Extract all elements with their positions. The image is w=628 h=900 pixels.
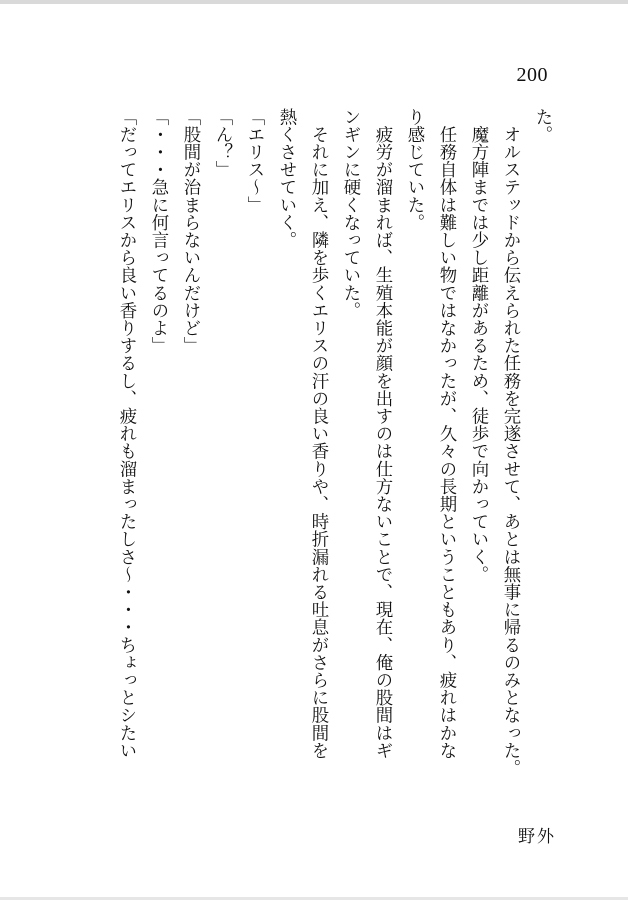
text-line: 疲労が溜まれば、生殖本能が顔を出すのは仕方ないことで、現在、俺の股間はギ — [372, 108, 392, 760]
text-line: ンギンに硬くなっていた。 — [340, 108, 360, 320]
text-line: 任務自体は難しい物ではなかったが、久々の長期ということもあり、疲れはかな — [436, 108, 456, 760]
page-number: 200 — [516, 64, 548, 86]
text-line: た。 — [532, 108, 552, 144]
dialogue-line: 「・・・急に何言ってるのよ」 — [148, 108, 168, 355]
dialogue-line: 「エリス～」 — [244, 108, 264, 214]
dialogue-line: 「股間が治まらないんだけど」 — [180, 108, 200, 355]
text-line: り感じていた。 — [404, 108, 424, 232]
text-line: オルステッドから伝えられた任務を完遂させて、あとは無事に帰るのみとなった。 — [500, 108, 520, 777]
vertical-body-text — [110, 108, 558, 820]
text-line: 熱くさせていく。 — [276, 108, 296, 249]
dialogue-line: 「ん？」 — [212, 108, 232, 179]
text-line: それに加え、隣を歩くエリスの汗の良い香りや、時折漏れる吐息がさらに股間を — [308, 108, 328, 760]
running-title: 野外 — [518, 827, 556, 847]
top-frame-edge — [0, 0, 628, 4]
text-line: 魔方陣までは少し距離があるため、徒歩で向かっていく。 — [468, 108, 488, 584]
dialogue-line: 「だってエリスから良い香りするし、疲れも溜まったしさ～・・・ちょっとシたい — [116, 108, 136, 760]
